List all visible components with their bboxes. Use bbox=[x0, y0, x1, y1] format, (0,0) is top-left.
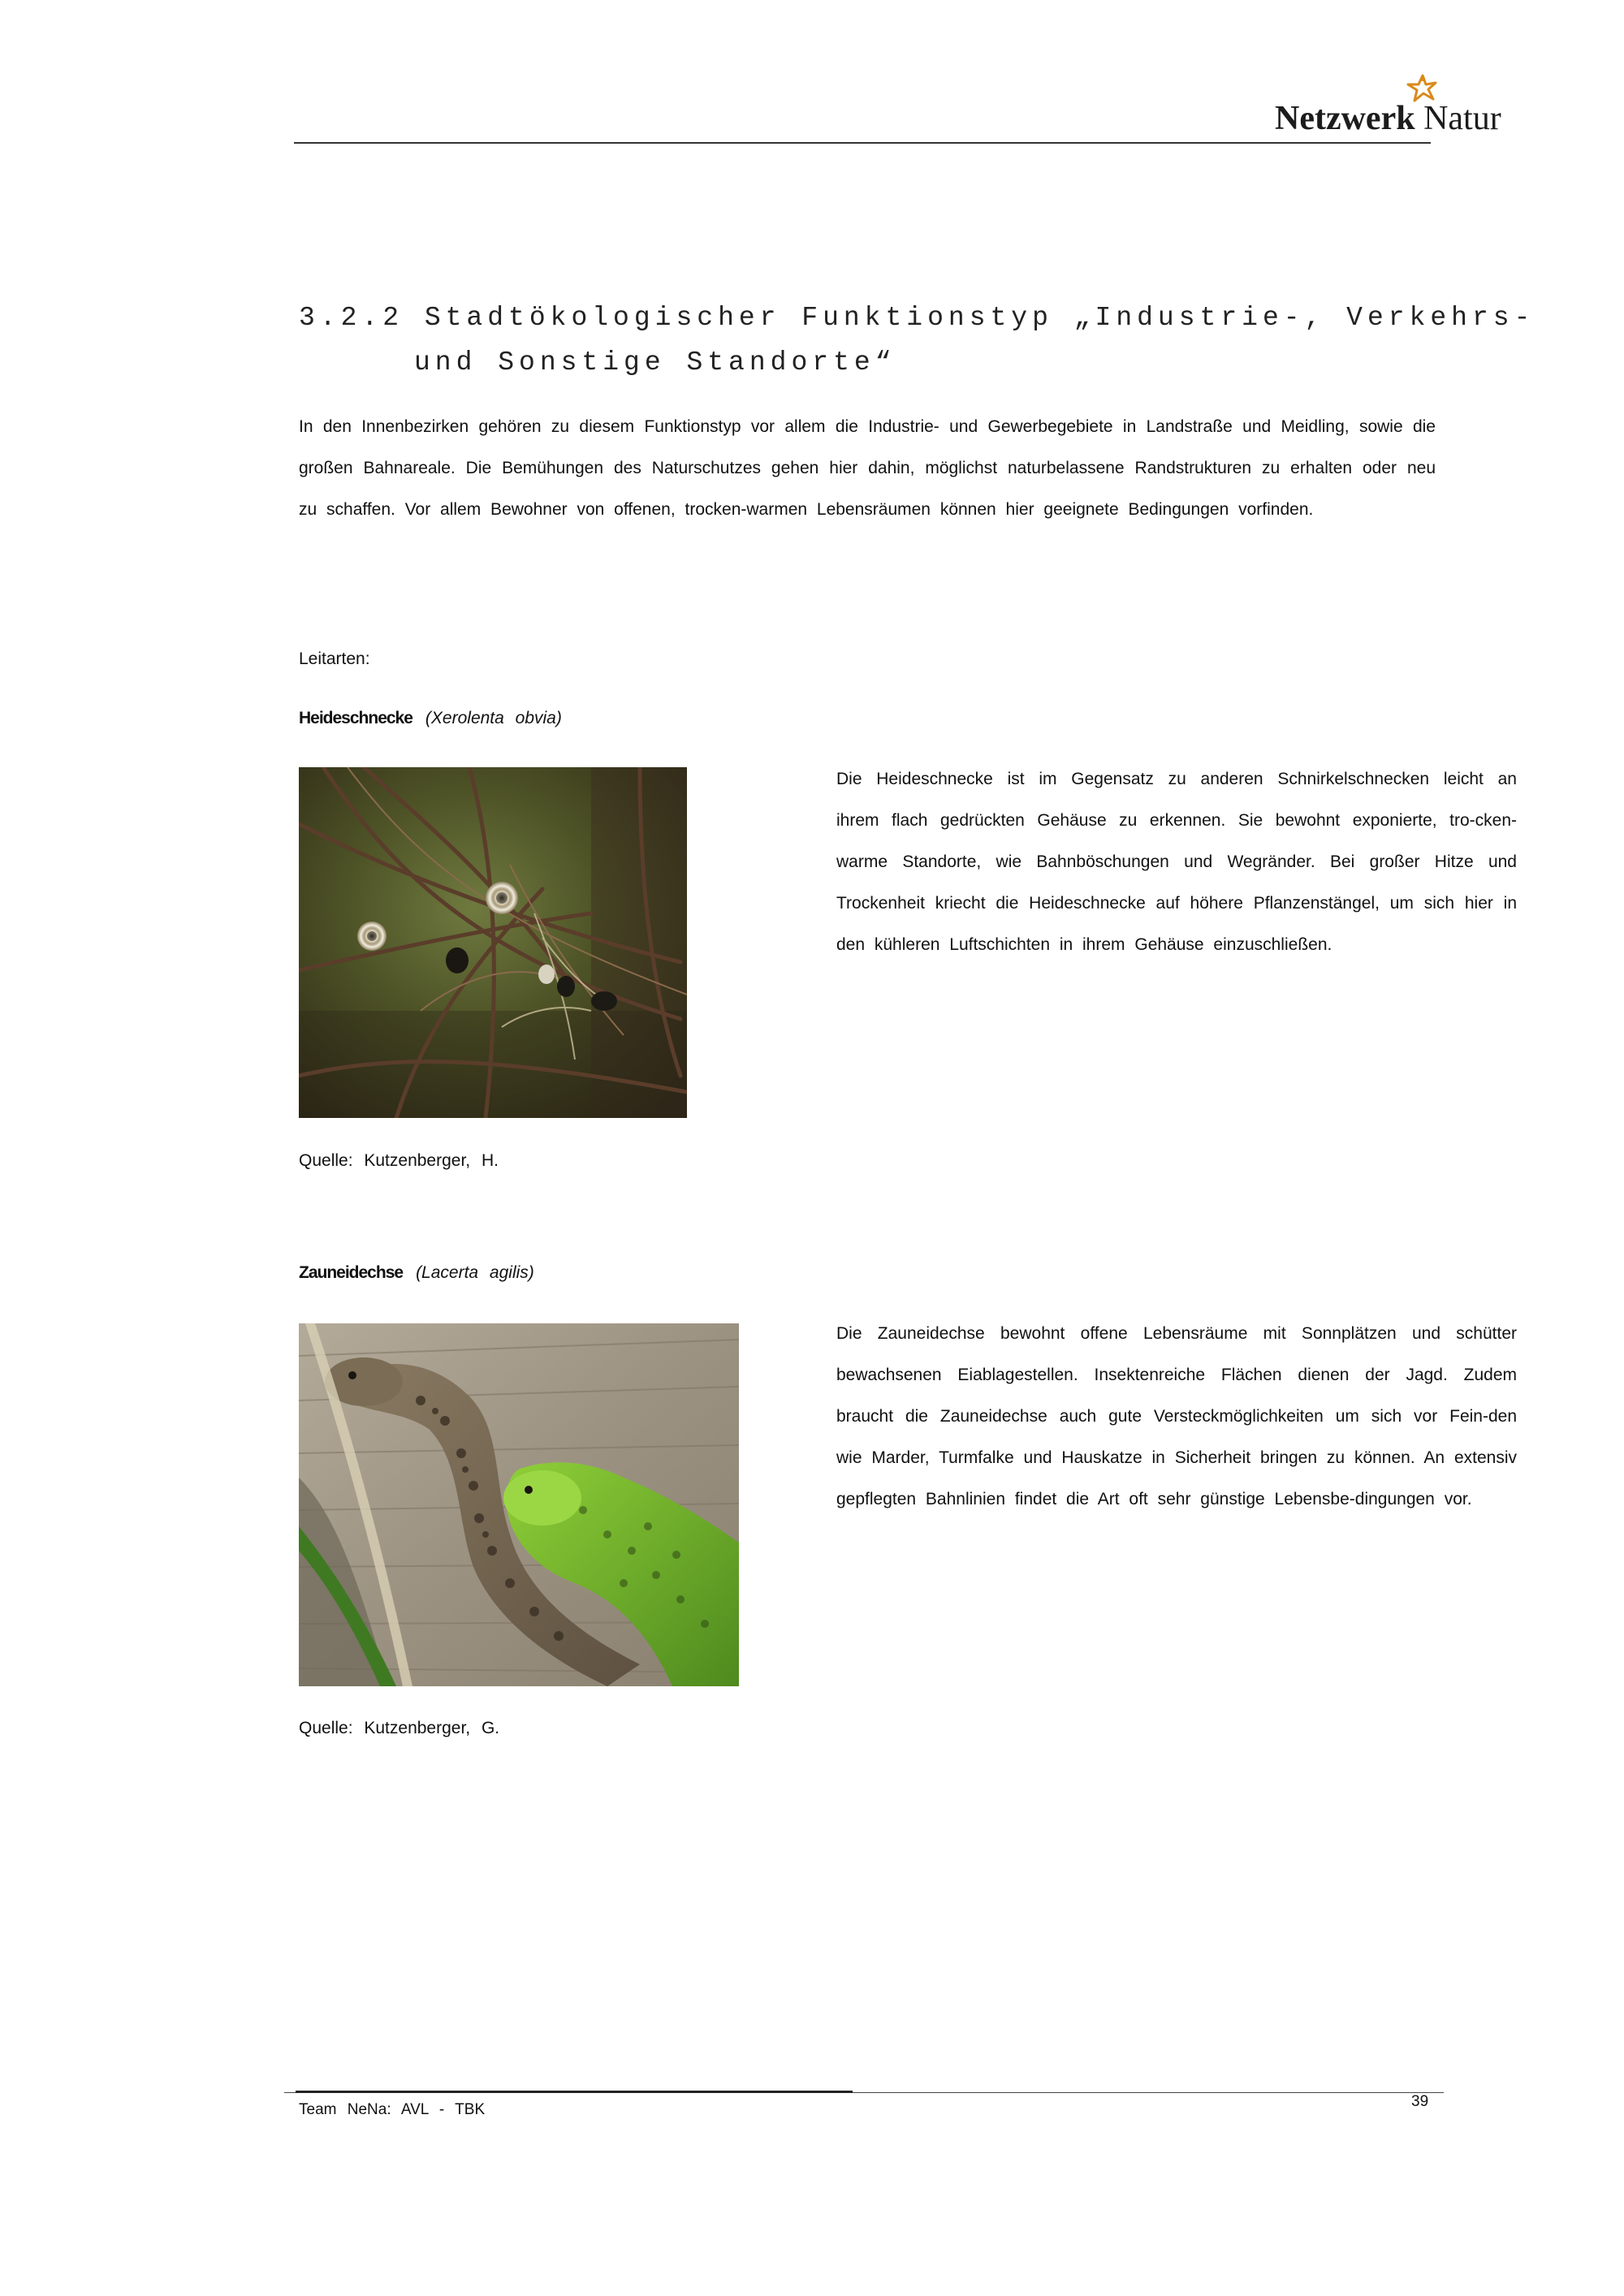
star-figure-icon bbox=[1403, 73, 1442, 106]
species-common-name: Heideschnecke bbox=[299, 709, 412, 727]
species-description-zauneidechse bbox=[836, 1313, 1517, 1520]
leitarten-label: Leitarten: bbox=[299, 650, 370, 668]
photo-source-heideschnecke: Quelle: Kutzenberger, H. bbox=[299, 1151, 499, 1170]
intro-text: In den Innenbezirken gehören zu diesem Funktionstyp vor allem die Industrie- und Gewerbegebiete in Landstraße und Meidling, sowie die großen Bahnareale. Die Bemühungen des Naturschutzes gehen hier dahin, möglichst naturbelassene Randstrukturen zu erhalten oder neu zu schaffen. Vor allem Bewohner von offenen, trocken-warmen Lebensräumen können hier geeignete Bedingungen vorfinden. bbox=[299, 417, 1436, 519]
logo-bold-text: Netzwerk bbox=[1275, 100, 1415, 137]
logo-regular-text: Natur bbox=[1423, 100, 1501, 137]
photo-source-zauneidechse: Quelle: Kutzenberger, G. bbox=[299, 1719, 500, 1737]
species-description-text: Die Zauneidechse bewohnt offene Lebensräume mit Sonnplätzen und schütter bewachsenen Eiablagestellen. Insektenreiche Flächen dienen der Jagd. Zudem braucht die Zauneidechse auch gute Versteckmöglichkeiten um sich vor Fein-den wie Marder, Turmfalke und Hauskatze in Sicherheit bringen zu können. An extensiv gepflegten Bahnlinien findet die Art oft sehr günstige Lebensbe-dingungen vor. bbox=[836, 1324, 1517, 1508]
species-description-heideschnecke bbox=[836, 758, 1517, 965]
lizard-photo bbox=[299, 1323, 739, 1686]
species-title-zauneidechse bbox=[299, 1263, 534, 1283]
species-title-heideschnecke bbox=[299, 709, 562, 728]
species-common-name: Zauneidechse bbox=[299, 1263, 404, 1282]
snail-photo bbox=[299, 767, 687, 1118]
footer-team-label: Team NeNa: AVL - TBK bbox=[299, 2101, 486, 2118]
section-heading-line-2: und Sonstige Standorte“ bbox=[414, 347, 896, 378]
species-latin-name: (Lacerta agilis) bbox=[416, 1263, 534, 1282]
intro-paragraph bbox=[299, 406, 1436, 530]
logo bbox=[1275, 73, 1518, 146]
logo-wordmark bbox=[1275, 99, 1501, 138]
species-latin-name: (Xerolenta obvia) bbox=[425, 709, 562, 727]
header-divider bbox=[294, 142, 1431, 144]
species-description-text: Die Heideschnecke ist im Gegensatz zu anderen Schnirkelschnecken leicht an ihrem flach gedrückten Gehäuse zu erkennen. Sie bewohnt exponierte, tro-cken-warme Standorte, wie Bahnböschungen und Wegränder. Bei großer Hitze und Trockenheit kriecht die Heideschnecke auf höhere Pflanzenstängel, um sich hier in den kühleren Luftschichten in ihrem Gehäuse einzuschließen. bbox=[836, 770, 1517, 954]
page-number: 39 bbox=[1411, 2093, 1429, 2110]
footer-divider-accent bbox=[296, 2091, 853, 2093]
section-heading-line-1: 3.2.2 Stadtökologischer Funktionstyp „Industrie-, Verkehrs- bbox=[299, 303, 1535, 333]
